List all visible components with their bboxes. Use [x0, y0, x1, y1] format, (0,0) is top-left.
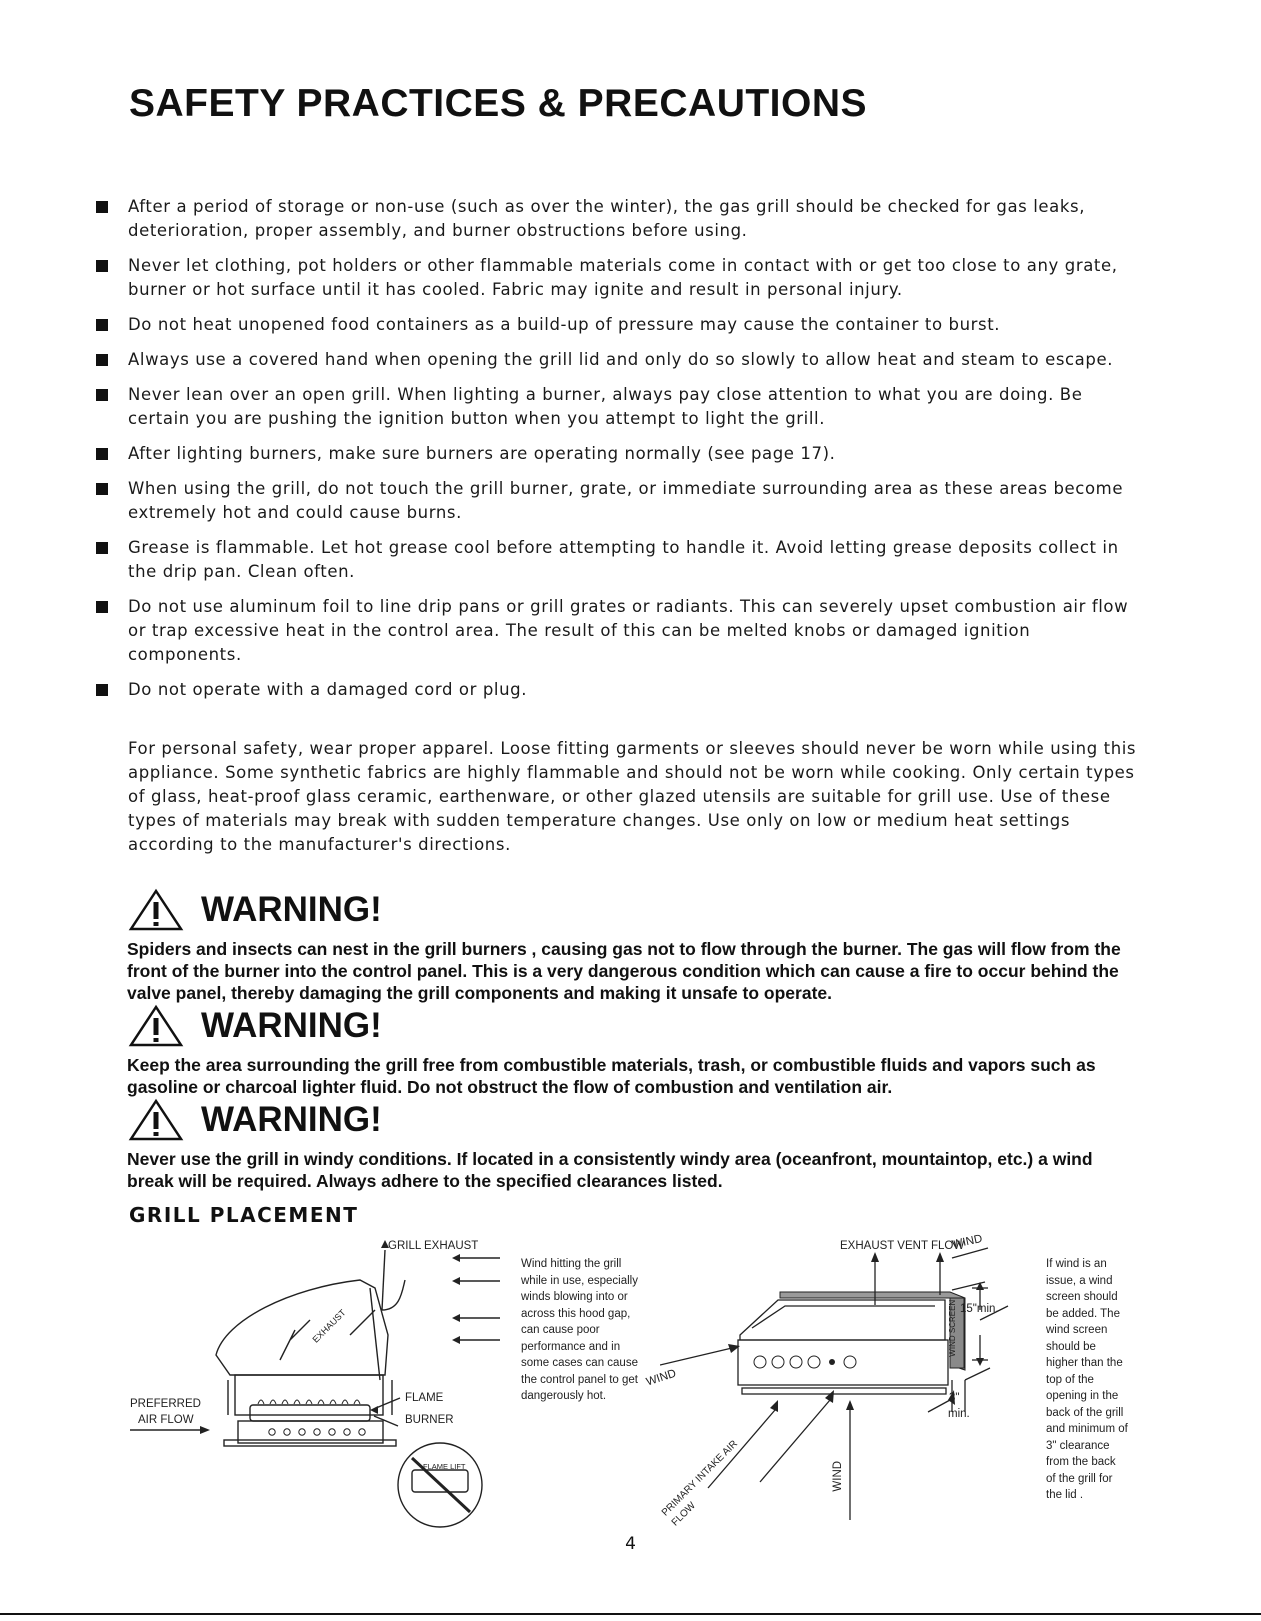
square-bullet-icon	[96, 684, 108, 696]
warning-title: WARNING!	[201, 1006, 382, 1045]
bullet-item	[96, 595, 1146, 667]
primary-intake-air-flow-label: PRIMARY INTAKE AIR FLOW	[659, 1438, 740, 1529]
bullet-item	[96, 536, 1146, 584]
flame-lift-label: FLAME LIFT	[423, 1462, 466, 1471]
bottom-rule	[0, 1613, 1261, 1615]
page-title: SAFETY PRACTICES & PRECAUTIONS	[129, 82, 868, 125]
square-bullet-icon	[96, 354, 108, 366]
bullet-text: Do not operate with a damaged cord or plug.	[128, 680, 528, 699]
square-bullet-icon	[96, 542, 108, 554]
exhaust-label: EXHAUST	[310, 1307, 348, 1345]
grill-wind-screen-figure	[644, 1232, 1040, 1540]
warning-header	[127, 1000, 1137, 1052]
square-bullet-icon	[96, 601, 108, 613]
burner-label: BURNER	[405, 1414, 454, 1426]
min-label: min.	[948, 1408, 970, 1420]
square-bullet-icon	[96, 483, 108, 495]
warning-text: Spiders and insects can nest in the grill burners , causing gas not to flow through the burner. The gas will flow from the front of the burner into the control panel. This is a very dangerous condition which can cause a fire to occur behind the valve panel, thereby damaging the grill components and making it unsafe to operate.	[127, 939, 1121, 1003]
exhaust-vent-flow-label: EXHAUST VENT FLOW	[840, 1240, 965, 1252]
bullet-text: Never let clothing, pot holders or other flammable materials come in contact with or get too close to any grate, burner or hot surface until it has cooled. Fabric may ignite and result in personal injury.	[128, 256, 1118, 299]
wind-bottom-label: WIND	[832, 1460, 845, 1492]
bullet-text: After a period of storage or non-use (such as over the winter), the gas grill should be checked for gas leaks, deterioration, proper assembly, and burner obstructions before using.	[128, 197, 1086, 240]
bullet-item	[96, 254, 1146, 302]
grill-wind-screen-illustration	[660, 1240, 1040, 1540]
bullet-item	[96, 313, 1146, 337]
wind-top-label: WIND	[951, 1232, 984, 1252]
grill-side-view-illustration	[130, 1240, 520, 1540]
bullet-text: Always use a covered hand when opening the grill lid and only do so slowly to allow heat and steam to escape.	[128, 350, 1114, 369]
wind-hood-note: Wind hitting the grill while in use, especially winds blowing into or across this hood gap, can cause poor performance and in some cases can cause the control panel to get dangerously hot.	[521, 1258, 638, 1402]
wind-left-label: WIND	[644, 1367, 678, 1389]
air-flow-label: AIR FLOW	[138, 1414, 194, 1426]
warning-block	[127, 1000, 1137, 1098]
bullet-text: Do not use aluminum foil to line drip pans or grill grates or radiants. This can severely upset combustion air flow or trap excessive heat in the control area. The result of this can be melted knobs or damaged ignition components.	[128, 597, 1129, 664]
three-inch-label: 3"	[949, 1392, 960, 1404]
grill-placement-heading: GRILL PLACEMENT	[129, 1203, 359, 1227]
warning-title: WARNING!	[201, 890, 382, 929]
warning-text: Keep the area surrounding the grill free from combustible materials, trash, or combustible fluids and vapors such as gasoline or charcoal lighter fluid. Do not obstruct the flow of combustion and ventilation air.	[127, 1055, 1096, 1097]
bullet-text: Never lean over an open grill. When lighting a burner, always pay close attention to what you are doing. Be certain you are pushing the ignition button when you attempt to light the grill.	[128, 385, 1083, 428]
warning-title: WARNING!	[201, 1100, 382, 1139]
wind-screen-note: If wind is an issue, a wind screen should be added. The wind screen should be higher than the top of the opening in the back of the grill and minimum of 3" clearance from the back of the grill for the lid .	[1046, 1258, 1128, 1501]
safety-bullet-list	[96, 195, 1146, 713]
bullet-text: Do not heat unopened food containers as a build-up of pressure may cause the container to burst.	[128, 315, 1001, 334]
square-bullet-icon	[96, 448, 108, 460]
wind-screen-label: WIND SCREEN	[948, 1299, 958, 1357]
grill-exhaust-label: GRILL EXHAUST	[388, 1240, 479, 1252]
warning-triangle-icon	[127, 1098, 185, 1142]
warning-header	[127, 884, 1137, 936]
warning-block	[127, 1094, 1137, 1192]
warning-header	[127, 1094, 1137, 1146]
warning-triangle-icon	[127, 1004, 185, 1048]
page-number: 4	[625, 1534, 636, 1554]
square-bullet-icon	[96, 260, 108, 272]
square-bullet-icon	[96, 319, 108, 331]
bullet-item	[96, 442, 1146, 466]
warning-block	[127, 884, 1137, 1004]
bullet-item	[96, 383, 1146, 431]
fifteen-inch-min-label: 15"min.	[960, 1303, 999, 1315]
bullet-item	[96, 678, 1146, 702]
warning-text: Never use the grill in windy conditions. If located in a consistently windy area (oceanfront, mountaintop, etc.) a wind break will be required. Always adhere to the specified clearances listed.	[127, 1149, 1093, 1191]
square-bullet-icon	[96, 201, 108, 213]
bullet-text: When using the grill, do not touch the grill burner, grate, or immediate surrounding area as these areas become extremely hot and could cause burns.	[128, 479, 1124, 522]
bullet-text: Grease is flammable. Let hot grease cool before attempting to handle it. Avoid letting grease deposits collect in the drip pan. Clean often.	[128, 538, 1119, 581]
bullet-item	[96, 477, 1146, 525]
bullet-item	[96, 348, 1146, 372]
grill-side-view-figure	[130, 1240, 520, 1540]
apparel-paragraph: For personal safety, wear proper apparel. Loose fitting garments or sleeves should never be worn while using this appliance. Some synthetic fabrics are highly flammable and should not be worn while cooking. Only certain types of glass, heat-proof glass ceramic, earthenware, or other glazed utensils are suitable for grill use. Use of these types of materials may break with sudden temperature changes. Use only on low or medium heat settings according to the manufacturer's directions.	[128, 739, 1137, 854]
bullet-text: After lighting burners, make sure burners are operating normally (see page 17).	[128, 444, 836, 463]
preferred-label: PREFERRED	[130, 1398, 201, 1410]
bullet-item	[96, 195, 1146, 243]
warning-triangle-icon	[127, 888, 185, 932]
square-bullet-icon	[96, 389, 108, 401]
flame-label: FLAME	[405, 1392, 444, 1404]
